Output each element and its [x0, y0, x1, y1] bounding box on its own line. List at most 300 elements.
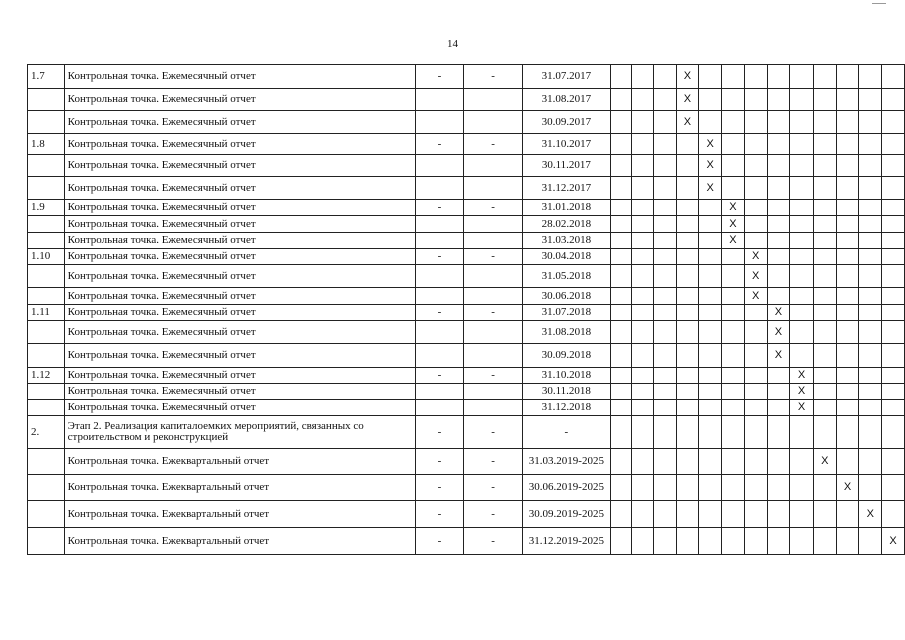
period-cell [882, 177, 905, 200]
row-date: 30.09.2018 [522, 344, 610, 368]
row-number [28, 528, 65, 555]
period-cell [813, 305, 836, 321]
period-cell [699, 200, 722, 216]
period-cell [610, 384, 631, 400]
period-cell [631, 200, 654, 216]
row-date: 31.08.2017 [522, 89, 610, 111]
period-cell [676, 449, 699, 475]
period-cell [722, 65, 745, 89]
table-row [28, 475, 905, 501]
period-cell [790, 216, 814, 233]
period-cell [767, 177, 790, 200]
row-name: Контрольная точка. Ежемесячный отчет [64, 384, 415, 400]
period-cell [676, 344, 699, 368]
period-cell [676, 200, 699, 216]
period-cell [654, 265, 677, 288]
period-cell [882, 288, 905, 305]
period-cell [631, 449, 654, 475]
period-cell [744, 400, 767, 416]
row-number [28, 344, 65, 368]
period-cell [631, 368, 654, 384]
row-number [28, 501, 65, 528]
row-col-b [464, 265, 523, 288]
period-cell [610, 89, 631, 111]
period-cell [631, 111, 654, 134]
page-number: 14 [447, 38, 458, 50]
period-cell [813, 177, 836, 200]
table-row [28, 111, 905, 134]
period-cell [859, 475, 882, 501]
row-date: 31.07.2017 [522, 65, 610, 89]
period-cell [882, 155, 905, 177]
period-mark: X [790, 384, 814, 400]
period-cell [631, 233, 654, 249]
period-cell [882, 134, 905, 155]
period-cell [813, 368, 836, 384]
row-number: 1.12 [28, 368, 65, 384]
period-cell [676, 368, 699, 384]
row-number: 1.11 [28, 305, 65, 321]
period-cell [610, 265, 631, 288]
period-cell [676, 528, 699, 555]
period-cell [813, 321, 836, 344]
period-cell [610, 216, 631, 233]
table-row [28, 249, 905, 265]
period-cell [767, 368, 790, 384]
period-cell [699, 449, 722, 475]
row-date: 31.10.2017 [522, 134, 610, 155]
row-name: Контрольная точка. Ежемесячный отчет [64, 200, 415, 216]
period-cell [767, 65, 790, 89]
period-mark: X [722, 233, 745, 249]
period-cell [722, 249, 745, 265]
period-cell [767, 265, 790, 288]
row-name: Контрольная точка. Ежемесячный отчет [64, 400, 415, 416]
period-cell [722, 111, 745, 134]
period-cell [699, 249, 722, 265]
period-cell [676, 501, 699, 528]
period-cell [767, 528, 790, 555]
table-row [28, 233, 905, 249]
period-cell [722, 400, 745, 416]
period-cell [859, 200, 882, 216]
row-name: Этап 2. Реализация капиталоемких мероприятий, связанных со строительством и реконструкцией [64, 416, 415, 449]
period-cell [722, 501, 745, 528]
period-cell [859, 400, 882, 416]
period-cell [836, 449, 859, 475]
row-date: 31.07.2018 [522, 305, 610, 321]
table-row [28, 501, 905, 528]
period-cell [654, 134, 677, 155]
period-cell [790, 134, 814, 155]
period-mark: X [744, 265, 767, 288]
period-cell [654, 288, 677, 305]
period-cell [676, 416, 699, 449]
period-cell [767, 200, 790, 216]
period-cell [836, 288, 859, 305]
row-col-a: - [415, 249, 464, 265]
period-cell [631, 384, 654, 400]
period-cell [654, 155, 677, 177]
table-row [28, 288, 905, 305]
period-cell [767, 89, 790, 111]
table-row [28, 65, 905, 89]
row-date: 30.11.2017 [522, 155, 610, 177]
period-cell [813, 249, 836, 265]
row-number: 1.9 [28, 200, 65, 216]
period-cell [631, 249, 654, 265]
period-cell [699, 501, 722, 528]
period-mark: X [699, 134, 722, 155]
period-cell [744, 321, 767, 344]
period-cell [631, 134, 654, 155]
period-cell [767, 475, 790, 501]
period-cell [722, 288, 745, 305]
period-cell [859, 111, 882, 134]
period-cell [631, 305, 654, 321]
period-cell [882, 216, 905, 233]
period-cell [882, 449, 905, 475]
row-name: Контрольная точка. Ежемесячный отчет [64, 216, 415, 233]
period-cell [767, 216, 790, 233]
row-col-b: - [464, 501, 523, 528]
table-row [28, 134, 905, 155]
row-col-a: - [415, 501, 464, 528]
period-mark: X [859, 501, 882, 528]
row-name: Контрольная точка. Ежемесячный отчет [64, 305, 415, 321]
period-cell [790, 321, 814, 344]
period-cell [882, 400, 905, 416]
row-number: 1.8 [28, 134, 65, 155]
period-cell [699, 528, 722, 555]
period-cell [699, 305, 722, 321]
period-cell [836, 249, 859, 265]
period-cell [790, 501, 814, 528]
row-name: Контрольная точка. Ежеквартальный отчет [64, 528, 415, 555]
row-col-b [464, 233, 523, 249]
table-row [28, 321, 905, 344]
period-cell [790, 233, 814, 249]
period-cell [631, 528, 654, 555]
period-mark: X [813, 449, 836, 475]
period-cell [631, 65, 654, 89]
period-cell [859, 233, 882, 249]
period-cell [631, 89, 654, 111]
period-cell [631, 400, 654, 416]
row-date: 30.11.2018 [522, 384, 610, 400]
period-cell [790, 155, 814, 177]
period-cell [722, 475, 745, 501]
period-cell [722, 449, 745, 475]
period-cell [767, 416, 790, 449]
period-cell [699, 89, 722, 111]
period-cell [676, 249, 699, 265]
period-cell [859, 384, 882, 400]
period-cell [610, 288, 631, 305]
period-cell [744, 65, 767, 89]
period-cell [790, 305, 814, 321]
row-col-a: - [415, 65, 464, 89]
row-name: Контрольная точка. Ежемесячный отчет [64, 89, 415, 111]
period-cell [767, 155, 790, 177]
period-cell [744, 449, 767, 475]
period-cell [610, 111, 631, 134]
period-mark: X [767, 321, 790, 344]
period-cell [859, 416, 882, 449]
period-cell [836, 134, 859, 155]
period-cell [610, 134, 631, 155]
period-cell [813, 528, 836, 555]
period-cell [859, 155, 882, 177]
period-cell [654, 528, 677, 555]
period-cell [676, 233, 699, 249]
row-col-b [464, 177, 523, 200]
period-cell [836, 233, 859, 249]
period-cell [744, 384, 767, 400]
period-cell [631, 288, 654, 305]
period-cell [654, 321, 677, 344]
scan-corner-mark [872, 3, 886, 4]
row-col-a [415, 288, 464, 305]
period-cell [790, 265, 814, 288]
period-cell [836, 528, 859, 555]
period-cell [882, 265, 905, 288]
period-mark: X [744, 249, 767, 265]
period-cell [836, 384, 859, 400]
period-cell [676, 177, 699, 200]
period-cell [744, 528, 767, 555]
period-cell [610, 368, 631, 384]
period-cell [813, 475, 836, 501]
row-col-b: - [464, 449, 523, 475]
period-cell [654, 384, 677, 400]
period-cell [654, 200, 677, 216]
row-col-b [464, 216, 523, 233]
period-mark: X [676, 65, 699, 89]
row-col-a: - [415, 134, 464, 155]
period-cell [813, 111, 836, 134]
period-cell [699, 233, 722, 249]
period-cell [836, 65, 859, 89]
period-cell [722, 265, 745, 288]
period-cell [836, 321, 859, 344]
period-cell [859, 449, 882, 475]
period-cell [610, 528, 631, 555]
row-date: 30.04.2018 [522, 249, 610, 265]
period-cell [790, 449, 814, 475]
period-cell [790, 288, 814, 305]
period-cell [859, 249, 882, 265]
period-cell [631, 501, 654, 528]
period-cell [813, 89, 836, 111]
period-cell [813, 288, 836, 305]
period-mark: X [676, 111, 699, 134]
period-cell [744, 368, 767, 384]
period-cell [699, 400, 722, 416]
row-date: 31.12.2018 [522, 400, 610, 416]
period-cell [744, 89, 767, 111]
row-col-b: - [464, 134, 523, 155]
period-cell [699, 111, 722, 134]
row-name: Контрольная точка. Ежемесячный отчет [64, 233, 415, 249]
period-cell [699, 368, 722, 384]
row-number: 1.7 [28, 65, 65, 89]
row-number [28, 177, 65, 200]
period-cell [882, 65, 905, 89]
row-col-a [415, 233, 464, 249]
period-cell [813, 400, 836, 416]
period-mark: X [790, 400, 814, 416]
period-cell [767, 134, 790, 155]
period-cell [744, 155, 767, 177]
period-cell [836, 501, 859, 528]
row-number: 1.10 [28, 249, 65, 265]
period-cell [882, 321, 905, 344]
row-date: 31.01.2018 [522, 200, 610, 216]
period-cell [654, 65, 677, 89]
period-cell [882, 416, 905, 449]
row-col-b: - [464, 305, 523, 321]
row-name: Контрольная точка. Ежеквартальный отчет [64, 449, 415, 475]
period-cell [722, 528, 745, 555]
period-cell [631, 216, 654, 233]
period-cell [859, 288, 882, 305]
row-number: 2. [28, 416, 65, 449]
row-date: 31.12.2017 [522, 177, 610, 200]
period-cell [722, 321, 745, 344]
row-col-a [415, 155, 464, 177]
period-cell [654, 305, 677, 321]
period-cell [631, 475, 654, 501]
period-cell [676, 265, 699, 288]
period-cell [790, 249, 814, 265]
row-date: 30.09.2019-2025 [522, 501, 610, 528]
period-cell [631, 265, 654, 288]
period-mark: X [767, 305, 790, 321]
period-cell [699, 288, 722, 305]
period-cell [882, 475, 905, 501]
row-name: Контрольная точка. Ежемесячный отчет [64, 265, 415, 288]
period-cell [631, 321, 654, 344]
period-cell [859, 65, 882, 89]
table-row [28, 416, 905, 449]
row-number [28, 384, 65, 400]
period-cell [722, 155, 745, 177]
row-col-a: - [415, 449, 464, 475]
period-cell [676, 321, 699, 344]
row-col-b: - [464, 528, 523, 555]
period-mark: X [699, 155, 722, 177]
period-cell [813, 155, 836, 177]
period-cell [654, 249, 677, 265]
row-name: Контрольная точка. Ежемесячный отчет [64, 368, 415, 384]
row-number [28, 265, 65, 288]
period-cell [882, 305, 905, 321]
period-cell [859, 528, 882, 555]
row-number [28, 321, 65, 344]
row-date: 31.10.2018 [522, 368, 610, 384]
period-cell [610, 321, 631, 344]
row-name: Контрольная точка. Ежеквартальный отчет [64, 501, 415, 528]
row-col-a: - [415, 528, 464, 555]
row-name: Контрольная точка. Ежемесячный отчет [64, 111, 415, 134]
period-cell [744, 475, 767, 501]
row-date: - [522, 416, 610, 449]
schedule-table-body [28, 65, 905, 555]
row-number [28, 400, 65, 416]
row-name: Контрольная точка. Ежемесячный отчет [64, 155, 415, 177]
table-row [28, 449, 905, 475]
period-cell [631, 177, 654, 200]
period-cell [790, 344, 814, 368]
period-cell [610, 400, 631, 416]
period-cell [654, 111, 677, 134]
period-cell [836, 400, 859, 416]
period-cell [744, 216, 767, 233]
row-name: Контрольная точка. Ежемесячный отчет [64, 249, 415, 265]
period-mark: X [699, 177, 722, 200]
period-mark: X [676, 89, 699, 111]
period-cell [859, 89, 882, 111]
period-cell [790, 65, 814, 89]
period-cell [836, 305, 859, 321]
period-cell [882, 384, 905, 400]
period-cell [744, 344, 767, 368]
period-cell [631, 155, 654, 177]
period-cell [699, 265, 722, 288]
period-cell [882, 111, 905, 134]
period-cell [654, 501, 677, 528]
period-mark: X [882, 528, 905, 555]
period-cell [610, 449, 631, 475]
row-col-b [464, 89, 523, 111]
row-date: 31.12.2019-2025 [522, 528, 610, 555]
period-cell [836, 344, 859, 368]
period-cell [767, 288, 790, 305]
period-cell [767, 111, 790, 134]
row-date: 28.02.2018 [522, 216, 610, 233]
period-cell [676, 288, 699, 305]
period-cell [654, 475, 677, 501]
period-cell [744, 416, 767, 449]
period-cell [610, 200, 631, 216]
row-col-a: - [415, 305, 464, 321]
period-cell [836, 416, 859, 449]
period-cell [790, 528, 814, 555]
period-cell [610, 501, 631, 528]
period-cell [767, 501, 790, 528]
period-mark: X [790, 368, 814, 384]
row-date: 30.06.2019-2025 [522, 475, 610, 501]
row-col-b: - [464, 475, 523, 501]
row-date: 30.06.2018 [522, 288, 610, 305]
row-col-a [415, 111, 464, 134]
period-cell [654, 368, 677, 384]
period-cell [813, 344, 836, 368]
period-cell [836, 265, 859, 288]
period-cell [699, 321, 722, 344]
row-name: Контрольная точка. Ежемесячный отчет [64, 321, 415, 344]
period-cell [882, 249, 905, 265]
period-cell [882, 344, 905, 368]
period-cell [790, 475, 814, 501]
table-row [28, 177, 905, 200]
row-date: 31.03.2019-2025 [522, 449, 610, 475]
row-name: Контрольная точка. Ежемесячный отчет [64, 344, 415, 368]
period-cell [654, 233, 677, 249]
row-col-a [415, 384, 464, 400]
period-cell [699, 65, 722, 89]
